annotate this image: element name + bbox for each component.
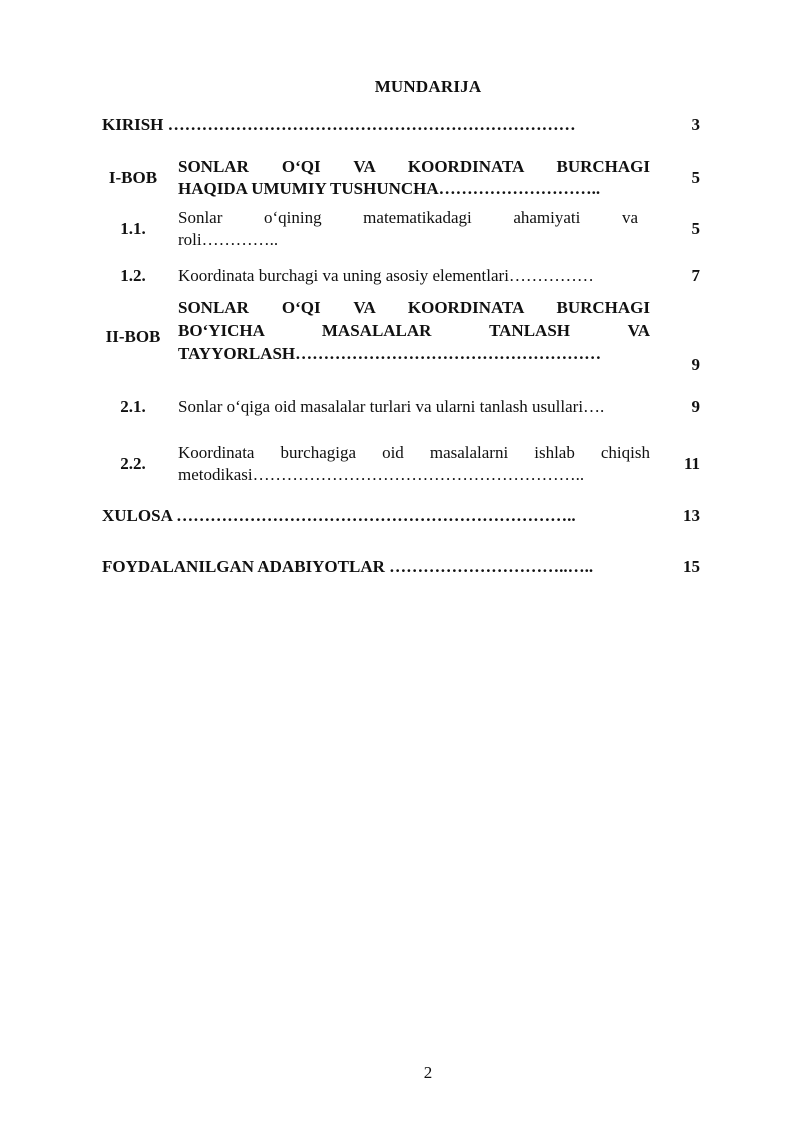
toc-entry-heading bbox=[178, 442, 650, 486]
toc-entry-page: 9 bbox=[691, 355, 700, 374]
toc-entry-text: FOYDALANILGAN ADABIYOTLAR …………………………..….. bbox=[102, 557, 594, 576]
toc-entry-section-2-1[interactable] bbox=[102, 396, 700, 418]
toc-heading-line: roli………….. bbox=[178, 230, 279, 249]
toc-heading-line: Sonlar o‘qining matematikadagi ahamiyati va bbox=[178, 208, 638, 227]
toc-entry-page: 15 bbox=[683, 557, 700, 576]
toc-entry-heading bbox=[178, 296, 650, 365]
toc-entry-chapter-2[interactable] bbox=[102, 296, 700, 376]
toc-entry-conclusion[interactable] bbox=[102, 505, 700, 527]
page-number: 2 bbox=[423, 1063, 433, 1082]
toc-heading-line: SONLAR O‘QI VA KOORDINATA BURCHAGI bbox=[178, 298, 650, 317]
toc-entry-page: 3 bbox=[691, 115, 700, 134]
toc-entry-label: I-BOB bbox=[108, 168, 158, 187]
toc-entry-text: XULOSA …………………………………………………………….. bbox=[102, 506, 576, 525]
toc-heading-line: Koordinata burchagiga oid masalalarni ishlab chiqish bbox=[178, 443, 650, 462]
toc-entry-label: 1.2. bbox=[120, 266, 146, 285]
toc-heading-line: TAYYORLASH……………………………………………… bbox=[178, 344, 602, 363]
toc-entry-heading bbox=[178, 207, 638, 251]
toc-entry-text: Koordinata burchagi va uning asosiy elementlari…………… bbox=[178, 266, 594, 285]
toc-entry-label: 1.1. bbox=[120, 219, 146, 238]
toc-entry-label: II-BOB bbox=[105, 327, 161, 346]
toc-heading-line: BO‘YICHA MASALALAR TANLASH VA bbox=[178, 321, 650, 340]
toc-entry-page: 7 bbox=[691, 266, 700, 285]
toc-entry-intro[interactable] bbox=[102, 114, 700, 136]
toc-heading-line: metodikasi………………………………………………….. bbox=[178, 465, 585, 484]
toc-heading-line: HAQIDA UMUMIY TUSHUNCHA……………………….. bbox=[178, 179, 601, 198]
toc-entry-section-1-1[interactable] bbox=[102, 207, 700, 251]
page-title: MUNDARIJA bbox=[374, 77, 482, 96]
toc-entry-page: 9 bbox=[691, 397, 700, 416]
toc-entry-text: KIRISH ……………………………………………………………… bbox=[102, 115, 576, 134]
toc-entry-page: 5 bbox=[691, 168, 700, 187]
toc-entry-section-2-2[interactable] bbox=[102, 442, 700, 486]
toc-entry-label: 2.1. bbox=[120, 397, 146, 416]
toc-entry-text: Sonlar o‘qiga oid masalalar turlari va ularni tanlash usullari…. bbox=[178, 397, 605, 416]
toc-entry-label: 2.2. bbox=[120, 454, 146, 473]
toc-entry-chapter-1[interactable] bbox=[102, 156, 700, 200]
toc-entry-page: 13 bbox=[683, 506, 700, 525]
toc-heading-line: SONLAR O‘QI VA KOORDINATA BURCHAGI bbox=[178, 157, 650, 176]
toc-entry-heading bbox=[178, 156, 650, 200]
toc-entry-references[interactable] bbox=[102, 556, 700, 578]
toc-entry-section-1-2[interactable] bbox=[102, 265, 700, 287]
toc-entry-page: 11 bbox=[683, 454, 700, 473]
toc-entry-page: 5 bbox=[691, 219, 700, 238]
